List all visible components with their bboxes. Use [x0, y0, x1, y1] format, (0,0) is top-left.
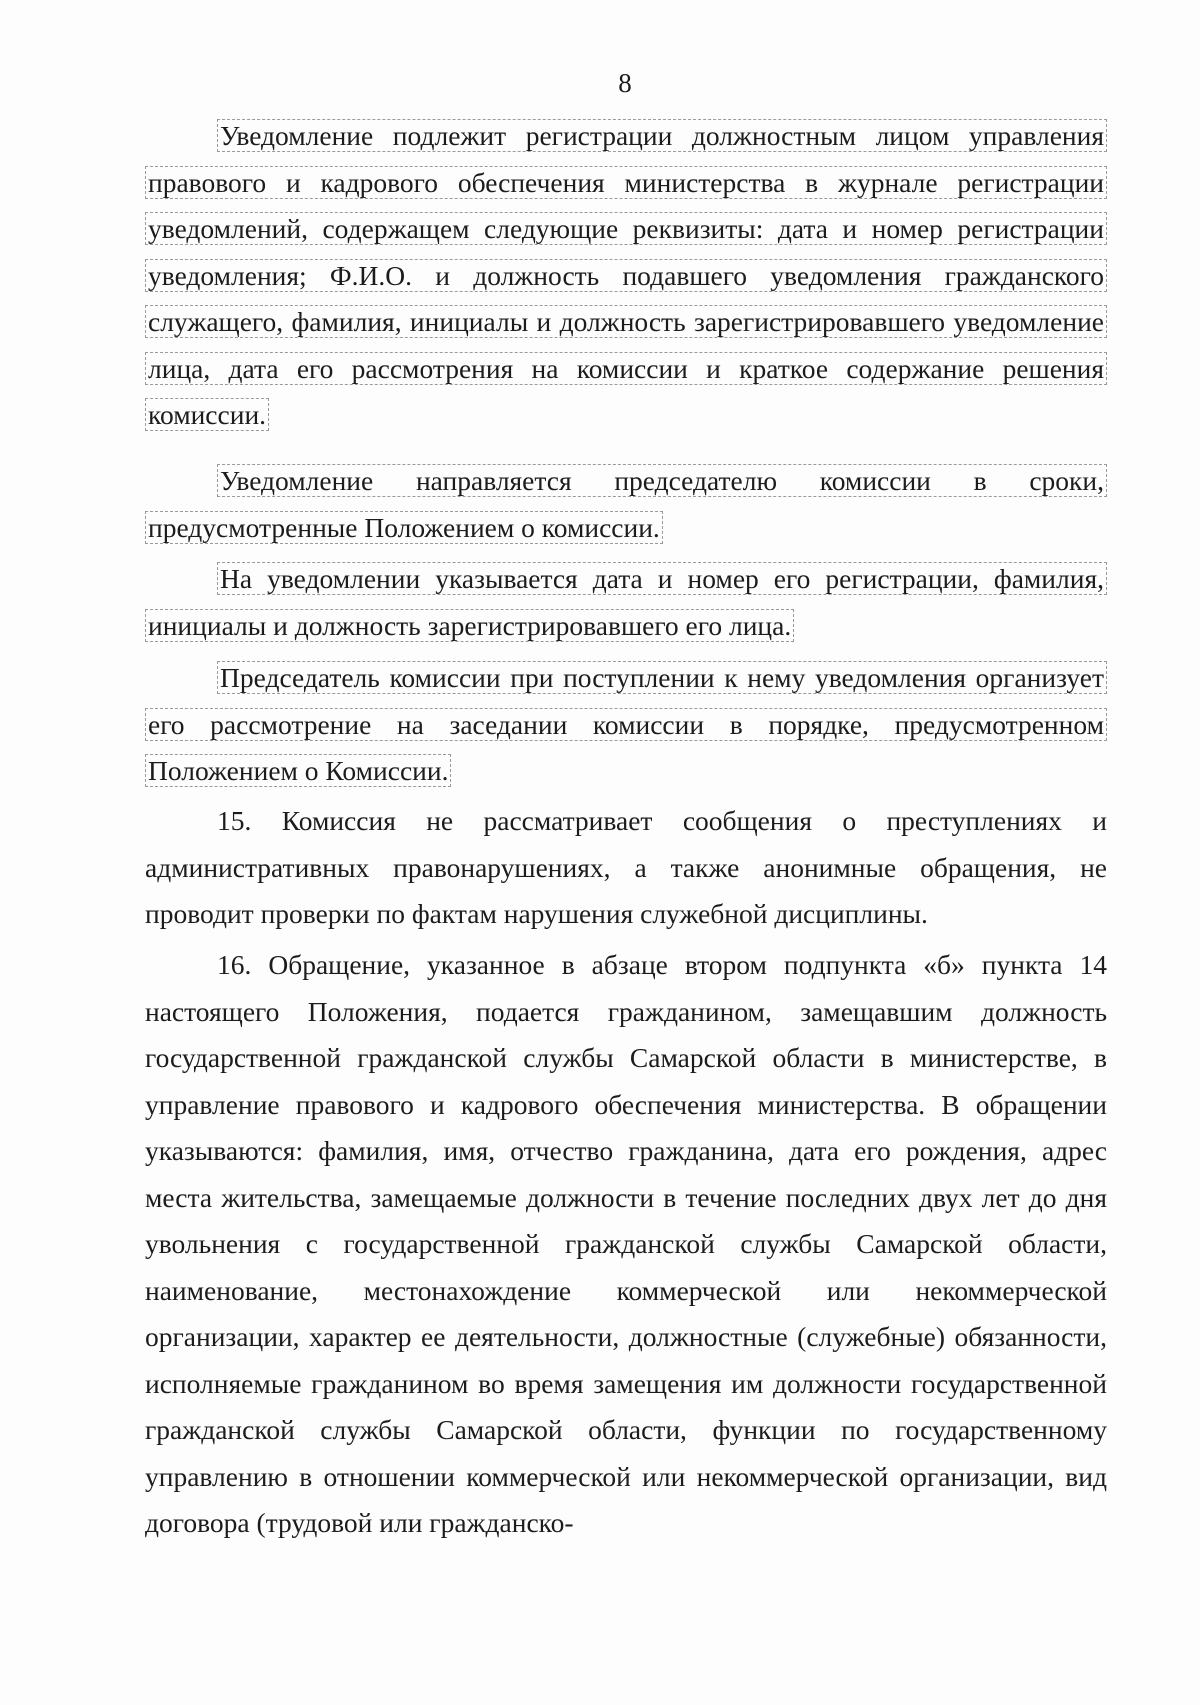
page-number: 8 — [618, 68, 632, 98]
paragraph-sent-to-chair-text: Уведомление направляется председателю комиссии в сроки, предусмотренные Положением о комиссии. — [145, 464, 1107, 544]
paragraph-registration — [145, 113, 1107, 439]
paragraph-item-16: 16. Обращение, указанное в абзаце втором подпункта «б» пункта 14 настоящего Положения, подается гражданином, замещавшим должность государственной гражданской службы Самарской области в министерстве, в управление правового и кадрового обеспечения министерства. В обращении указываются: фамилия, имя, отчество гражданина, дата его рождения, адрес места жительства, замещаемые должности в течение последних двух лет до дня увольнения с государственной гражданской службы Самарской области, наименование, местонахождение коммерческой или некоммерческой организации, характер ее деятельности, должностные (служебные) обязанности, исполняемые гражданином во время замещения им должности государственной гражданской службы Самарской области, функции по государственному управлению в отношении коммерческой или некоммерческой организации, вид договора (трудовой или гражданско- — [145, 949, 1107, 1538]
paragraph-registration-marks — [145, 556, 1107, 649]
paragraph-chair-review — [145, 655, 1107, 795]
paragraph-registration-text: Уведомление подлежит регистрации должностным лицом управления правового и кадрового обеспечения министерства в журнале регистрации уведомлений, содержащем следующие реквизиты: дата и номер регистрации уведомления; Ф.И.О. и должность подавшего уведомления гражданского служащего, фамилия, инициалы и должность зарегистрировавшего уведомление лица, дата его рассмотрения на комиссии и краткое содержание решения комиссии. — [145, 119, 1107, 431]
paragraph-chair-review-text: Председатель комиссии при поступлении к нему уведомления организует его рассмотрение на заседании комиссии в порядке, предусмотренном Положением о Комиссии. — [145, 661, 1107, 787]
paragraph-sent-to-chair — [145, 458, 1107, 551]
paragraph-item-15: 15. Комиссия не рассматривает сообщения о преступлениях и административных правонарушениях, а также анонимные обращения, не проводит проверки по фактам нарушения служебной дисциплины. — [145, 805, 1107, 929]
paragraph-registration-marks-text: На уведомлении указывается дата и номер его регистрации, фамилия, инициалы и должность зарегистрировавшего его лица. — [145, 562, 1107, 642]
